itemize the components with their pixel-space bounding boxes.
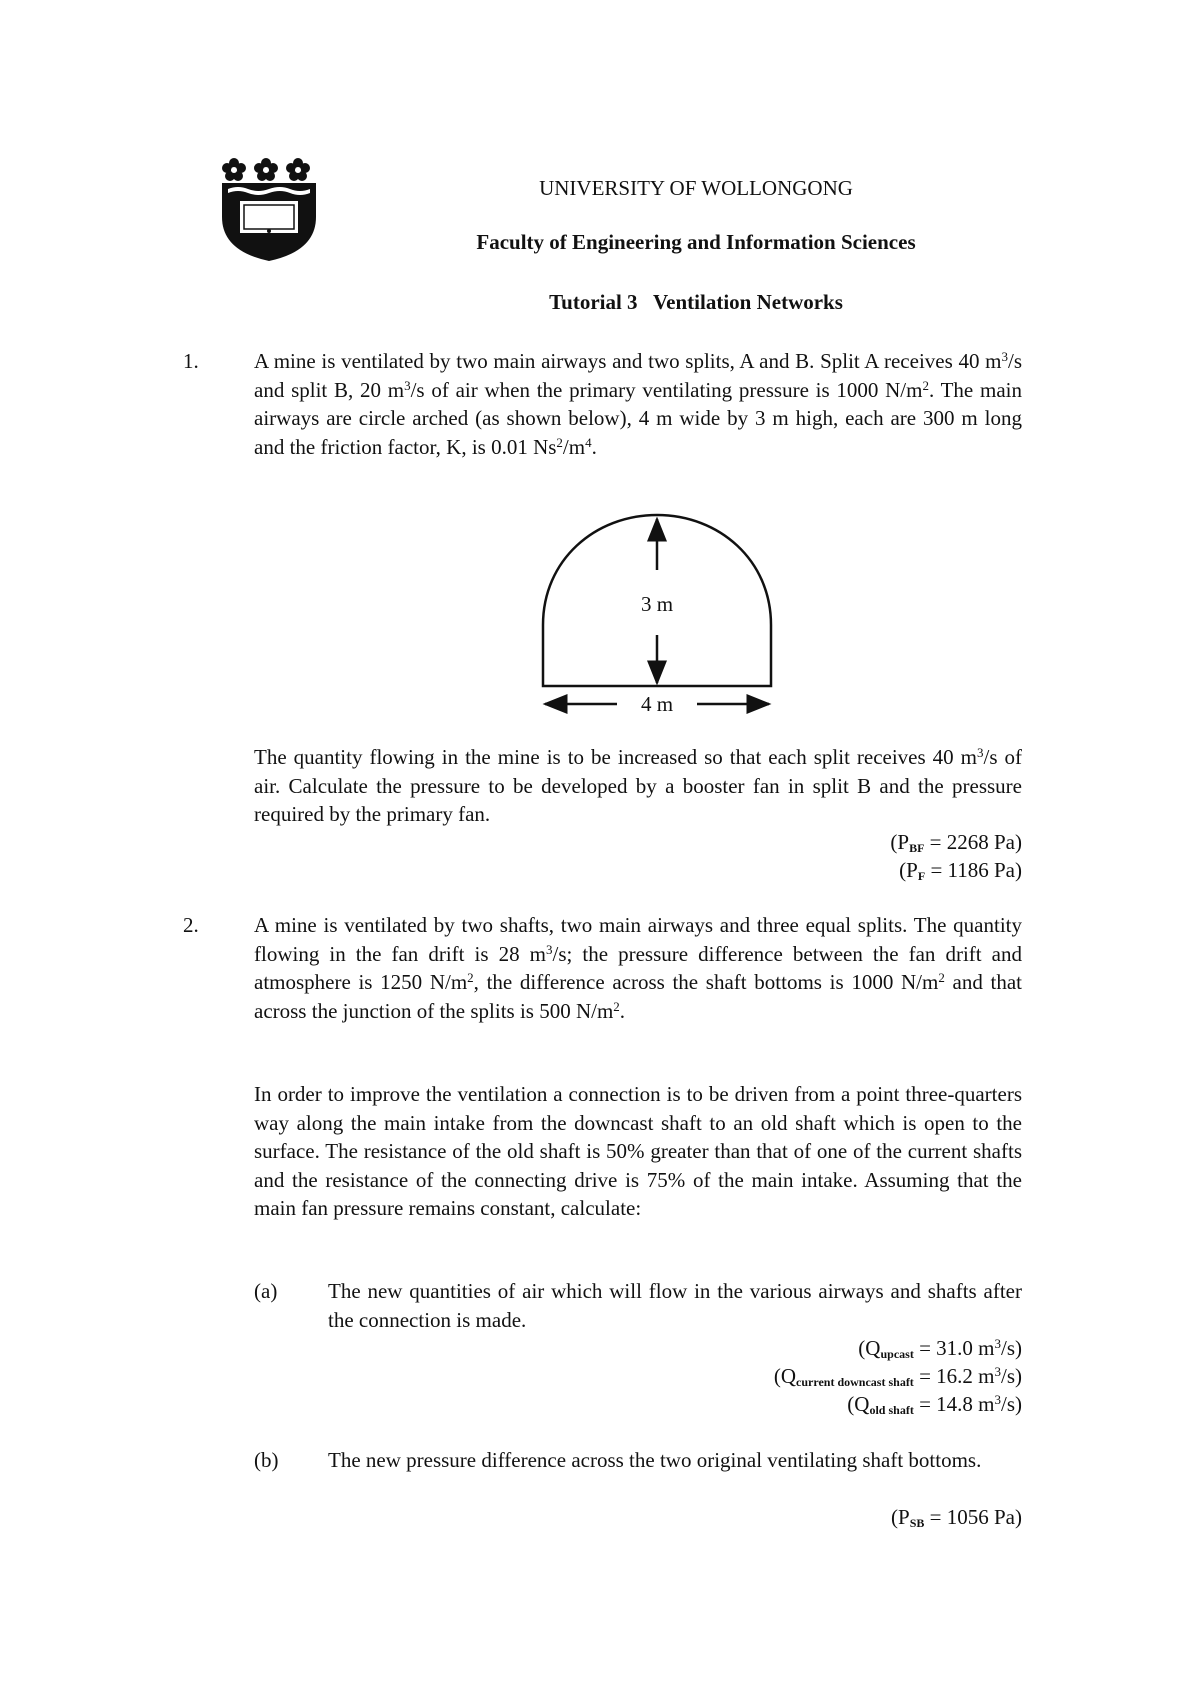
q1-text-part: .: [591, 434, 597, 459]
ans-text: = 1186 Pa): [925, 858, 1022, 882]
q1-text-part: /m: [562, 434, 586, 459]
q1-followup-part: The quantity flowing in the mine is to be increased so that each split receives 40 m: [254, 745, 977, 769]
ans-text: (P: [891, 1505, 910, 1529]
ans-subscript: BF: [909, 841, 925, 855]
q1-text-part: . The main airways are circle arched (as shown below), 4 m wide by 3 m high, each are 300 m long and the friction factor, K, is 0.01 Ns: [254, 377, 1022, 459]
question-2-paragraph-2: In order to improve the ventilation a connection is to be driven from a point three-quarters way along the main intake from the downcast shaft to an old shaft which is open to the surface. The resistance of the old shaft is 50% greater than that of one of the current shafts and the resistance of the connecting drive is 75% of the main intake. Assuming that the main fan pressure remains constant, calculate:: [254, 1082, 1022, 1220]
ans-text: (P: [899, 858, 918, 882]
tutorial-heading: [400, 290, 992, 314]
tutorial-title: Ventilation Networks: [652, 290, 843, 314]
q2-text-part: .: [619, 998, 626, 1023]
question-1-text: A mine is ventilated by two main airways and two splits, A and B. Split A receives 40 $m^3/s$ and split B, 20 $m^3/s$ of air when the primary ventilating pressure is 1000 $N/m^2$. The main airways are circle arched (as shown below), 4 m wide by 3 m high, each are 300 m long and the friction factor, K, is 0.01 $Ns^2/m^4$.: [254, 349, 1022, 459]
ans-text: /s): [1001, 1364, 1022, 1388]
ans-text: = 31.0 m: [913, 1336, 995, 1360]
faculty-name: Faculty of Engineering and Information Sciences: [476, 230, 916, 254]
q1-followup-part: /s of air. Calculate the pressure to be developed by a booster fan in split B and the pressure required by the primary fan.: [254, 745, 1022, 826]
university-name: UNIVERSITY OF WOLLONGONG: [539, 176, 853, 200]
q2-text-part: /s; the pressure difference between the fan drift and atmosphere is 1250 N/m: [254, 941, 1022, 994]
height-label: 3 m: [640, 592, 674, 616]
crest-flowers: [222, 158, 310, 181]
question-2-number: 2.: [183, 913, 199, 937]
q1-text-part: A mine is ventilated by two main airways and two splits, A and B. Split A receives 40 m: [254, 349, 1002, 373]
ans-text: (Q: [858, 1336, 881, 1360]
part-b-answer: [700, 1503, 1022, 1531]
ans-text: (Q: [847, 1392, 870, 1416]
part-a-answer-old-shaft: ($Q_{old shaft} = 14.8$ $m^3/s$): [847, 1392, 1022, 1417]
width-label: 4 m: [640, 692, 674, 716]
part-b-label: (b): [254, 1448, 279, 1472]
question-1-number: 1.: [183, 349, 199, 373]
ans-subscript: SB: [909, 1516, 925, 1530]
q2-text-part: and that across the junction of the splits is 500 N/m: [254, 970, 1023, 1023]
ans-text: /s): [1001, 1392, 1022, 1416]
ans-subscript: old shaft: [869, 1403, 914, 1417]
q1-text-part: /s and split B, 20 m: [254, 349, 1022, 402]
ans-text: = 16.2 m: [913, 1364, 995, 1388]
tutorial-number: Tutorial 3: [549, 290, 638, 314]
q2-text-part: A mine is ventilated by two shafts, two main airways and three equal splits. The quantity flowing in the fan drift is 28 m: [254, 913, 1022, 966]
question-1-followup: The quantity flowing in the mine is to be increased so that each split receives 40 $m^3/s$ of air. Calculate the pressure to be developed by a booster fan in split B and the pressure required by the primary fan.: [254, 745, 1022, 826]
q2-text-part: , the difference across the shaft bottoms is 1000 N/m: [473, 970, 939, 994]
university-crest-logo: [218, 155, 320, 263]
ans-text: (Q: [773, 1364, 797, 1388]
question-2-text: A mine is ventilated by two shafts, two main airways and three equal splits. The quantity flowing in the fan drift is 28 $m^3/s$; the pressure difference between the fan drift and atmosphere is 1250 $N/m^2$, the difference across the shaft bottoms is 1000 $N/m^2$ and that across the junction of the splits is 500 $N/m^2$.: [254, 913, 1023, 1023]
part-a-label: (a): [254, 1279, 278, 1303]
part-a-text: The new quantities of air which will flow in the various airways and shafts after the connection is made.: [328, 1279, 1022, 1332]
ans-subscript: upcast: [880, 1347, 914, 1361]
ans-text: = 1056 Pa): [924, 1505, 1022, 1529]
q1-text-part: /s of air when the primary ventilating pressure is 1000 N/m: [410, 377, 923, 402]
ans-text: = 14.8 m: [913, 1392, 995, 1416]
ans-text: (P: [890, 830, 910, 854]
part-a-answer-downcast: ($Q_{current downcast shaft} = 16.2$ $m^3/s$): [773, 1364, 1022, 1389]
part-b-text: The new pressure difference across the two original ventilating shaft bottoms.: [328, 1448, 982, 1472]
question-1-answer-booster: [700, 828, 1022, 856]
part-a-answer-upcast: ($Q_{upcast} = 31.0$ $m^3/s$): [858, 1336, 1022, 1361]
question-1-answer-primary: [700, 856, 1022, 884]
ans-subscript: current downcast shaft: [796, 1375, 914, 1389]
ans-subscript: F: [917, 869, 926, 883]
ans-text: = 2268 Pa): [924, 830, 1022, 854]
ans-text: /s): [1001, 1336, 1022, 1360]
